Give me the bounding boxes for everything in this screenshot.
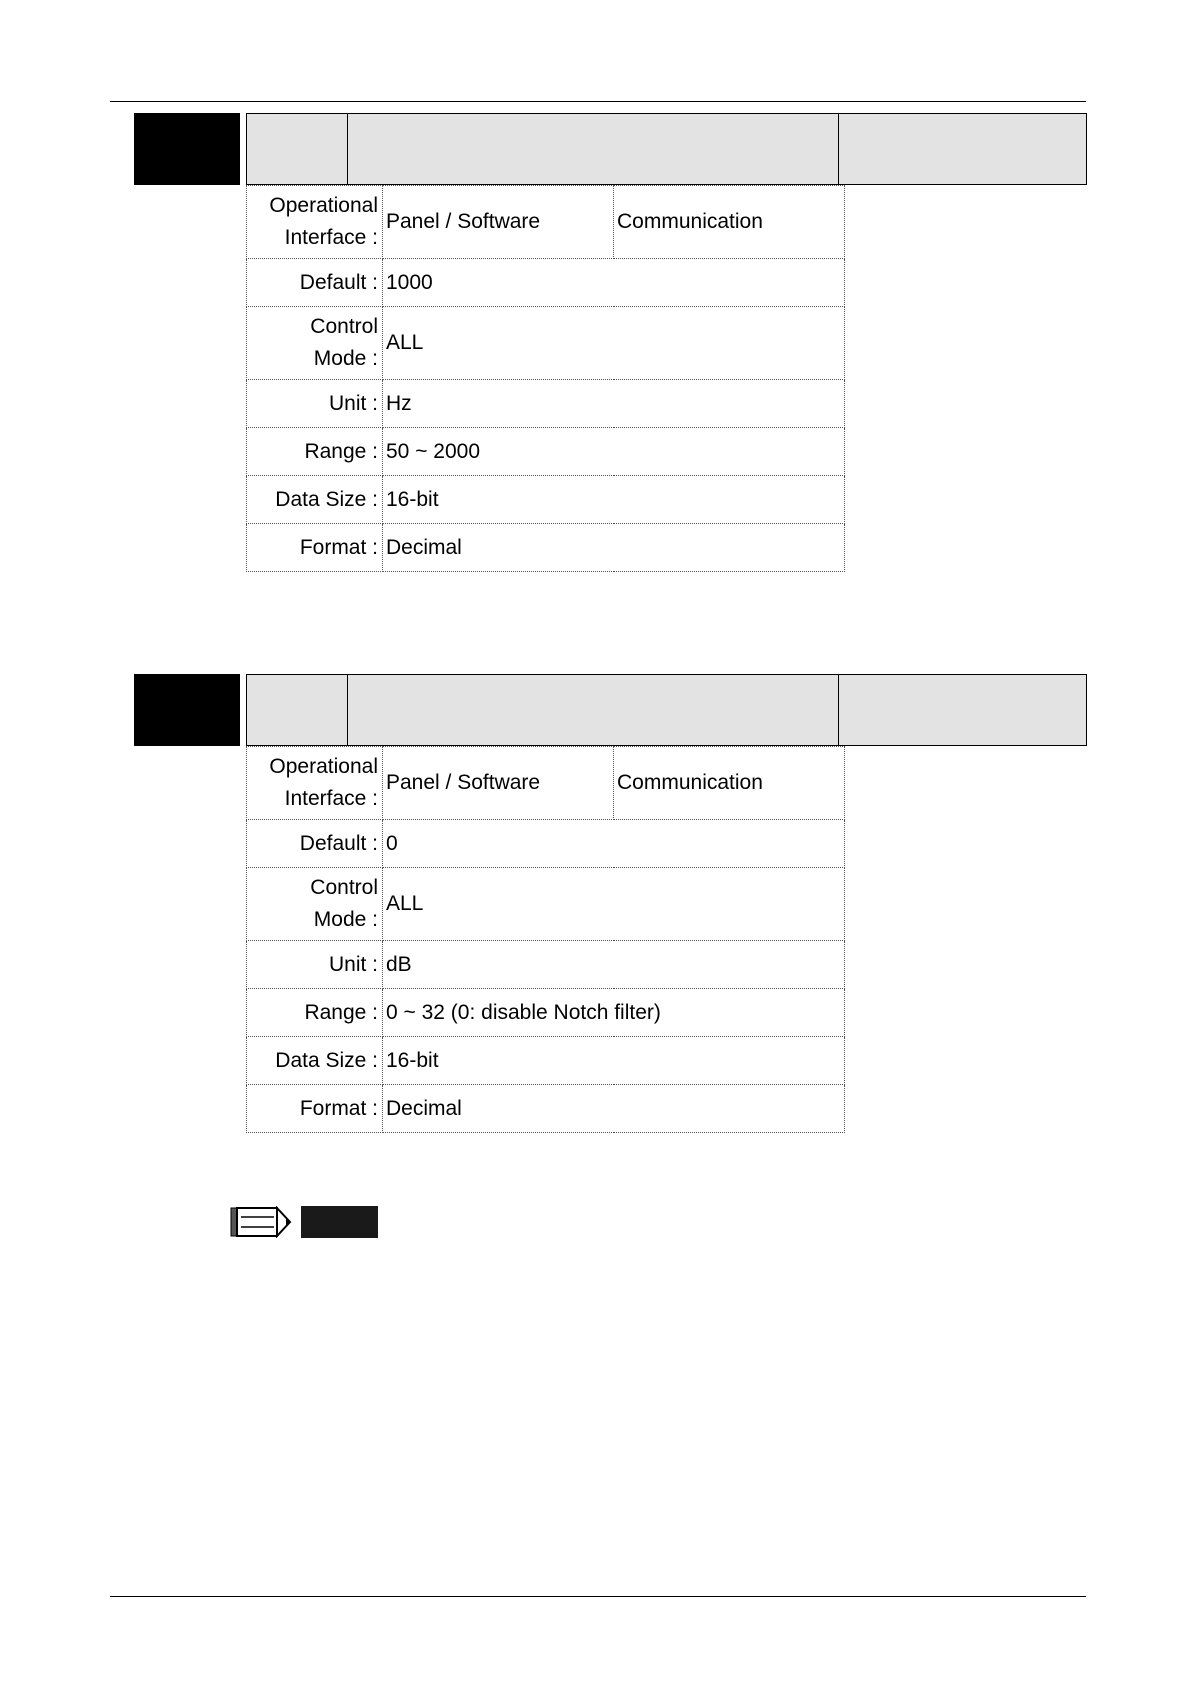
label-line: Operational	[269, 194, 378, 217]
parameter-attributes-table	[246, 746, 845, 1133]
header-divider	[347, 675, 348, 745]
range-label: Range :	[247, 428, 383, 476]
label-line: Mode :	[313, 908, 378, 931]
parameter-header-box	[246, 674, 1087, 746]
label-line: Mode :	[313, 347, 378, 370]
data-size-value: 16-bit	[383, 1037, 845, 1085]
range-value: 50 ~ 2000	[383, 428, 845, 476]
parameter-attributes-table	[246, 185, 845, 572]
pencil-note-icon	[230, 1206, 292, 1238]
table-row	[247, 476, 845, 524]
data-size-label: Data Size :	[247, 476, 383, 524]
table-row	[247, 941, 845, 989]
label-line: Control	[310, 876, 378, 899]
table-row	[247, 1037, 845, 1085]
range-label: Range :	[247, 989, 383, 1037]
footer-rule	[110, 1596, 1086, 1597]
label-line: Interface :	[284, 787, 378, 810]
default-value: 0	[383, 820, 845, 868]
note-label-bar	[301, 1206, 378, 1238]
table-row	[247, 747, 845, 820]
unit-value: Hz	[383, 380, 845, 428]
format-value: Decimal	[383, 524, 845, 572]
parameter-code-tab	[134, 674, 240, 746]
format-value: Decimal	[383, 1085, 845, 1133]
communication-value: Communication	[614, 186, 845, 259]
communication-value: Communication	[614, 747, 845, 820]
control-mode-label	[247, 868, 383, 941]
panel-software-value: Panel / Software	[383, 186, 614, 259]
label-line: Control	[310, 315, 378, 338]
header-divider	[838, 675, 839, 745]
table-row	[247, 524, 845, 572]
unit-label: Unit :	[247, 941, 383, 989]
range-value: 0 ~ 32 (0: disable Notch filter)	[383, 989, 845, 1037]
default-value: 1000	[383, 259, 845, 307]
parameter-header-box	[246, 113, 1087, 185]
panel-software-value: Panel / Software	[383, 747, 614, 820]
parameter-code-tab	[134, 113, 240, 185]
table-row	[247, 1085, 845, 1133]
control-mode-value: ALL	[383, 307, 845, 380]
header-divider	[347, 114, 348, 184]
table-row	[247, 259, 845, 307]
unit-label: Unit :	[247, 380, 383, 428]
data-size-value: 16-bit	[383, 476, 845, 524]
unit-value: dB	[383, 941, 845, 989]
table-row	[247, 428, 845, 476]
table-row	[247, 868, 845, 941]
label-line: Interface :	[284, 226, 378, 249]
data-size-label: Data Size :	[247, 1037, 383, 1085]
format-label: Format :	[247, 1085, 383, 1133]
operational-interface-label	[247, 747, 383, 820]
control-mode-label	[247, 307, 383, 380]
header-divider	[838, 114, 839, 184]
operational-interface-label	[247, 186, 383, 259]
table-row	[247, 820, 845, 868]
table-row	[247, 989, 845, 1037]
control-mode-value: ALL	[383, 868, 845, 941]
table-row	[247, 380, 845, 428]
format-label: Format :	[247, 524, 383, 572]
table-row	[247, 307, 845, 380]
label-line: Operational	[269, 755, 378, 778]
header-rule	[110, 101, 1086, 102]
default-label: Default :	[247, 820, 383, 868]
table-row	[247, 186, 845, 259]
default-label: Default :	[247, 259, 383, 307]
